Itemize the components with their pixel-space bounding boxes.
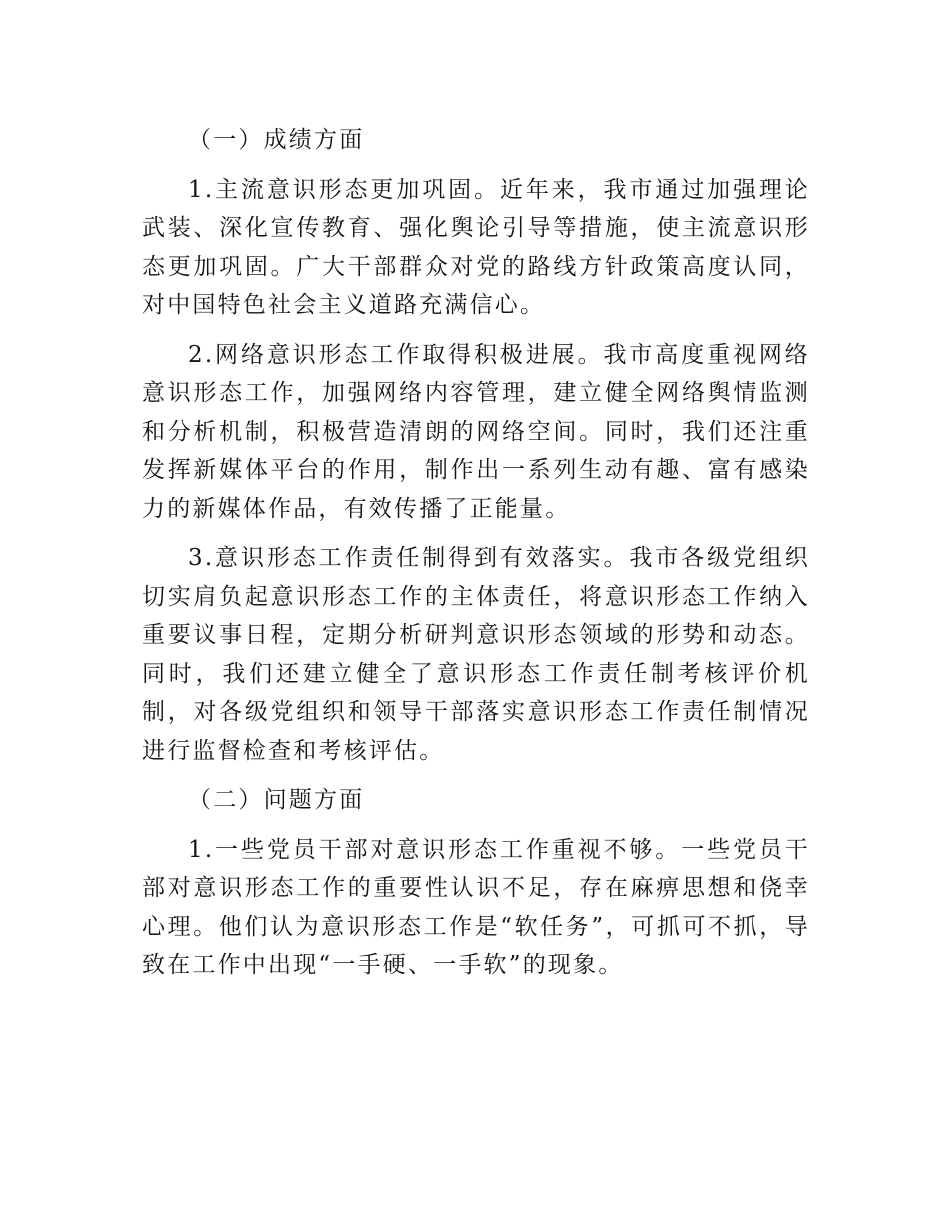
paragraph-responsibility-system: 3.意识形态工作责任制得到有效落实。我市各级党组织切实肩负起意识形态工作的主体责任，将意识形态工作纳入重要议事日程，定期分析研判意识形态领域的形势和动态。同时，我们还建立健全了意识形态工作责任制考核评价机制，对各级党组织和领导干部落实意识形态工作责任制情况进行监督检查和考核评估。: [142, 545, 810, 764]
section-heading-problems: （二）问题方面: [188, 787, 365, 813]
section-heading-achievements: （一）成绩方面: [188, 127, 365, 153]
document-body: [142, 121, 810, 996]
paragraph-network-ideology: 2.网络意识形态工作取得积极进展。我市高度重视网络意识形态工作，加强网络内容管理，建立健全网络舆情监测和分析机制，积极营造清朗的网络空间。同时，我们还注重发挥新媒体平台的作用，制作出一系列生动有趣、富有感染力的新媒体作品，有效传播了正能量。: [142, 341, 810, 522]
paragraph-mainstream-ideology: 1.主流意识形态更加巩固。近年来，我市通过加强理论武装、深化宣传教育、强化舆论引导等措施，使主流意识形态更加巩固。广大干部群众对党的路线方针政策高度认同，对中国特色社会主义道路充满信心。: [142, 176, 810, 318]
paragraph-insufficient-attention: 1.一些党员干部对意识形态工作重视不够。一些党员干部对意识形态工作的重要性认识不足，存在麻痹思想和侥幸心理。他们认为意识形态工作是“软任务”，可抓可不抓，导致在工作中出现“一手硬、一手软”的现象。: [142, 836, 810, 978]
